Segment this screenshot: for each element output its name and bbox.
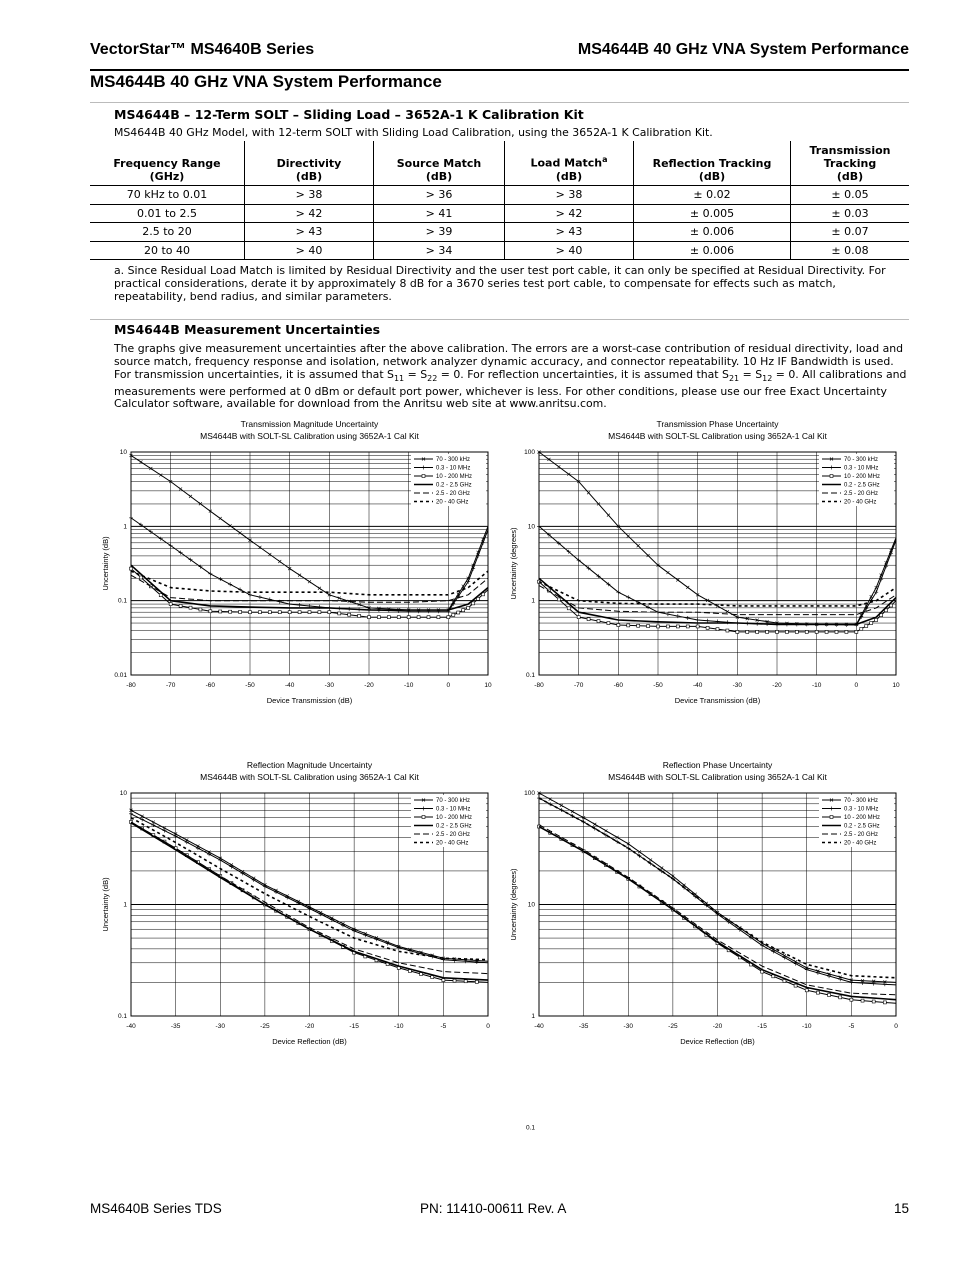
y-tick-label: 0.1 [117, 597, 127, 605]
x-tick-label: -80 [126, 682, 136, 689]
table-row: 0.01 to 2.5 > 42 > 41 > 42 ± 0.005 ± 0.03 [90, 204, 909, 223]
data-point [318, 587, 321, 590]
data-point [308, 580, 311, 583]
data-point [258, 595, 262, 599]
legend-label: 0.2 - 2.5 GHz [844, 482, 880, 489]
data-point [696, 625, 699, 628]
series-line-0-2-2-5-ghz [131, 565, 488, 610]
data-point [129, 812, 133, 816]
data-point [159, 474, 162, 477]
data-point [637, 624, 640, 627]
data-point [593, 823, 596, 826]
x-tick-label: -50 [653, 682, 663, 689]
data-point [464, 980, 467, 983]
y-tick-label: 100 [524, 790, 535, 797]
x-tick-label: 0 [894, 1023, 898, 1030]
legend-label: 10 - 200 MHz [436, 815, 473, 821]
x-tick-label: -70 [573, 682, 584, 689]
y-axis-label: Uncertainty (degrees) [509, 868, 518, 941]
data-point [467, 606, 470, 609]
col-frequency-range: Frequency Range (GHz) [90, 141, 245, 186]
data-point [883, 1001, 886, 1004]
data-point [666, 612, 670, 616]
data-point [746, 630, 749, 633]
data-point [298, 603, 302, 607]
chart-title: Reflection Magnitude Uncertainty [246, 760, 373, 770]
legend-label: 0.2 - 2.5 GHz [844, 823, 880, 830]
data-point [199, 608, 202, 611]
data-point [298, 574, 301, 577]
x-tick-label: -10 [403, 682, 414, 689]
data-point [258, 611, 261, 614]
data-point [607, 514, 610, 517]
data-point [696, 618, 700, 622]
data-point [278, 560, 281, 563]
x-tick-label: -25 [260, 1023, 270, 1030]
data-point [835, 630, 838, 633]
data-point [249, 611, 252, 614]
data-point [649, 858, 652, 861]
data-point [169, 603, 172, 606]
data-point [686, 625, 689, 628]
data-point [407, 616, 410, 619]
x-tick-label: -30 [732, 682, 743, 689]
x-tick-label: -60 [613, 682, 624, 689]
data-point [179, 487, 182, 490]
x-axis-label: Device Reflection (dB) [272, 1037, 347, 1046]
x-axis-label: Device Reflection (dB) [680, 1037, 755, 1046]
uncert-paragraph: The graphs give measurement uncertainties after the above calibration. The errors are a worst-case contribution of residual directivity, load and source match, frequency response and isolation, network analyzer dynamic accuracy, and connector repeatability. 10 Hz IF Bandwidth is used. For transmission uncertainties, it is assumed that $S_{11} = S_{22} = 0$. For reflection uncertainties, it is assumed that $S_{21} = S_{12} = 0$. All calibrations and measurements were performed at 0 dBm or default port power, whichever is less. For other conditions, please use our free Exact Uncertainty Calculator software, available for download from the Anritsu web site at www.anritsu.com. [114, 342, 907, 411]
data-point [477, 597, 480, 600]
y-tick-label: 0.01 [114, 672, 127, 679]
col-source-match: Source Match (dB) [374, 141, 505, 186]
table-row: 2.5 to 20 > 43 > 39 > 43 ± 0.006 ± 0.07 [90, 223, 909, 242]
data-point [577, 616, 580, 619]
data-point [475, 980, 478, 983]
x-tick-label: -30 [215, 1023, 225, 1030]
chart-title: Reflection Phase Uncertainty [662, 760, 773, 770]
data-point [228, 582, 232, 586]
transmission-magnitude-chart [95, 412, 505, 712]
legend-label: 0.3 - 10 MHz [844, 465, 879, 472]
chart-subtitle: MS4644B with SOLT-SL Calibration using 3652A-1 Cal Kit [200, 431, 419, 441]
transmission-phase-chart [503, 412, 913, 712]
table-row: 70 kHz to 0.01 > 38 > 36 > 38 ± 0.02 ± 0.05 [90, 186, 909, 205]
data-point [716, 628, 719, 631]
data-point [189, 495, 192, 498]
col-reflection-tracking: Reflection Tracking (dB) [634, 141, 791, 186]
series-line-2-5-20-ghz [539, 586, 896, 615]
data-point [288, 611, 291, 614]
col-load-match: Load Match$^a$ (dB) [505, 141, 634, 186]
data-point [686, 616, 690, 620]
col-transmission-tracking: Transmission Tracking (dB) [791, 141, 910, 186]
table-header-row [90, 141, 909, 186]
solt-title: MS4644B – 12-Term SOLT – Sliding Load – 3652A-1 K Calibration Kit [114, 107, 584, 122]
data-point [268, 553, 271, 556]
legend-label: 20 - 40 GHz [436, 840, 469, 847]
divider [90, 319, 909, 320]
data-point [627, 535, 630, 538]
x-tick-label: -60 [205, 682, 216, 689]
data-point [666, 625, 669, 628]
data-point [447, 616, 450, 619]
data-point [726, 629, 729, 632]
data-point [437, 616, 440, 619]
data-point [417, 616, 420, 619]
data-point [453, 979, 456, 982]
legend-label: 2.5 - 20 GHz [436, 491, 471, 497]
data-point [139, 460, 142, 463]
legend-label: 2.5 - 20 GHz [844, 491, 879, 497]
y-tick-label: 0.1 [525, 1124, 535, 1132]
y-tick-label: 0.1 [117, 1013, 127, 1020]
data-point [597, 620, 600, 623]
data-point [159, 594, 162, 597]
data-point [248, 593, 252, 597]
series-line-20-40-ghz [131, 571, 488, 595]
page-header [90, 41, 909, 71]
legend-label: 2.5 - 20 GHz [436, 832, 471, 838]
data-point [219, 517, 222, 520]
data-point [278, 611, 281, 614]
data-point [328, 611, 331, 614]
legend-marker [422, 475, 425, 478]
data-point [839, 996, 842, 999]
data-point [387, 616, 390, 619]
data-point [676, 614, 680, 618]
x-tick-label: -10 [802, 1023, 812, 1030]
data-point [229, 610, 232, 613]
data-point [647, 554, 650, 557]
footnote: a. Since Residual Load Match is limited by Residual Directivity and the user test port cable, it can only be specified at Residual Directivity. For practical considerations, derate it by approximately 8 dB for a 3670 series test port cable, to compensate for effects such as match, repeatability, bend radius, and similar parameters. [114, 264, 886, 303]
data-point [557, 598, 560, 601]
col-directivity: Directivity (dB) [245, 141, 374, 186]
data-point [288, 602, 292, 606]
data-point [567, 607, 570, 610]
x-tick-label: -20 [712, 1023, 723, 1030]
data-point [472, 602, 475, 605]
x-tick-label: -10 [811, 682, 822, 689]
x-tick-label: -80 [534, 682, 544, 689]
data-point [258, 546, 261, 549]
data-point [179, 604, 182, 607]
x-axis-label: Device Transmission (dB) [266, 696, 353, 705]
x-tick-label: -30 [623, 1023, 633, 1030]
data-point [626, 595, 630, 599]
data-point [850, 998, 853, 1001]
data-point [238, 588, 242, 592]
x-tick-label: 0 [446, 682, 451, 689]
solt-intro: MS4644B 40 GHz Model, with 12-term SOLT with Sliding Load Calibration, using the 3652A-1 K Calibration Kit. [114, 126, 713, 139]
footer-center: PN: 11410-00611 Rev. A [420, 1201, 567, 1216]
legend-label: 0.3 - 10 MHz [436, 806, 471, 813]
legend-marker [830, 475, 833, 478]
chart-subtitle: MS4644B with SOLT-SL Calibration using 3652A-1 Cal Kit [200, 772, 419, 782]
x-tick-label: -25 [668, 1023, 678, 1030]
y-tick-label: 10 [119, 449, 127, 456]
data-point [457, 611, 460, 614]
legend-label: 20 - 40 GHz [844, 840, 877, 847]
legend-marker [422, 816, 425, 819]
x-tick-label: -5 [848, 1023, 855, 1030]
data-point [239, 531, 242, 534]
legend-marker [830, 816, 833, 819]
legend-label: 10 - 200 MHz [844, 474, 881, 480]
data-point [189, 606, 192, 609]
x-tick-label: -70 [165, 682, 176, 689]
data-point [647, 625, 650, 628]
series-line-0-2-2-5-ghz [539, 578, 896, 624]
data-point [785, 630, 788, 633]
data-point [860, 627, 863, 630]
y-tick-label: 10 [527, 901, 535, 909]
data-point [587, 618, 590, 621]
data-point [627, 624, 630, 627]
data-point [239, 610, 242, 613]
x-tick-label: -40 [284, 682, 295, 689]
data-point [872, 1000, 875, 1003]
data-point [657, 625, 660, 628]
table-row: 20 to 40 > 40 > 34 > 40 ± 0.006 ± 0.08 [90, 241, 909, 260]
y-tick-label: 0.1 [525, 672, 535, 679]
x-tick-label: 10 [892, 682, 900, 689]
x-tick-label: -15 [349, 1023, 359, 1030]
data-point [865, 624, 868, 627]
data-point [431, 976, 434, 979]
data-point [815, 630, 818, 633]
series-line-0-3-10-mhz [539, 526, 896, 625]
x-axis-label: Device Transmission (dB) [674, 696, 761, 705]
data-point [308, 907, 312, 911]
legend-label: 70 - 300 kHz [844, 798, 879, 804]
y-axis-label: Uncertainty (dB) [101, 877, 110, 932]
x-tick-label: -30 [324, 682, 335, 689]
data-point [358, 614, 361, 617]
y-tick-label: 10 [119, 790, 127, 797]
data-point [783, 979, 786, 982]
x-tick-label: 0 [854, 682, 859, 689]
x-tick-label: -10 [394, 1023, 404, 1030]
data-point [557, 465, 560, 468]
data-point [607, 622, 610, 625]
x-tick-label: -20 [364, 682, 374, 689]
data-point [442, 979, 445, 982]
data-point [617, 624, 620, 627]
x-tick-label: -35 [578, 1023, 589, 1030]
chart-title: Transmission Magnitude Uncertainty [240, 419, 379, 429]
data-point [855, 630, 858, 633]
data-point [825, 630, 828, 633]
data-point [676, 625, 679, 628]
data-point [298, 611, 301, 614]
data-point [795, 630, 798, 633]
calibration-spec-table [90, 141, 909, 260]
data-point [845, 630, 848, 633]
data-point [646, 605, 650, 609]
data-point [368, 616, 371, 619]
legend-label: 2.5 - 20 GHz [844, 832, 879, 838]
data-point [140, 817, 144, 821]
data-point [427, 616, 430, 619]
chart-subtitle: MS4644B with SOLT-SL Calibration using 3652A-1 Cal Kit [608, 431, 827, 441]
reflection-phase-chart [503, 753, 913, 1132]
data-point [870, 621, 873, 624]
data-point [130, 567, 133, 570]
data-point [849, 980, 853, 984]
x-tick-label: 10 [484, 682, 492, 689]
data-point [638, 850, 641, 853]
x-tick-label: -40 [692, 682, 703, 689]
x-tick-label: -20 [304, 1023, 315, 1030]
data-point [884, 564, 888, 568]
x-tick-label: -40 [126, 1023, 136, 1030]
data-point [816, 991, 819, 994]
y-axis-label: Uncertainty (dB) [101, 536, 110, 591]
series-line-20-40-ghz [539, 582, 896, 606]
data-point [318, 611, 321, 614]
data-point [348, 613, 351, 616]
uncert-title: MS4644B Measurement Uncertainties [114, 322, 381, 337]
data-point [776, 630, 779, 633]
data-point [805, 989, 808, 992]
legend-label: 0.2 - 2.5 GHz [436, 482, 472, 489]
data-point [397, 616, 400, 619]
y-tick-label: 10 [527, 523, 535, 531]
footer-page-number: 15 [894, 1201, 910, 1216]
data-point [875, 618, 878, 621]
data-point [805, 630, 808, 633]
section-title: MS4644B 40 GHz VNA System Performance [90, 72, 909, 103]
chart-title: Transmission Phase Uncertainty [656, 419, 779, 429]
data-point [828, 994, 831, 997]
y-axis-label: Uncertainty (degrees) [509, 527, 518, 600]
data-point [218, 577, 222, 581]
data-point [338, 612, 341, 615]
footnote-ref: a [602, 155, 608, 165]
data-point [377, 616, 380, 619]
footer-left: MS4640B Series TDS [90, 1201, 222, 1216]
x-tick-label: -15 [757, 1023, 767, 1030]
data-point [736, 630, 739, 633]
reflection-magnitude-chart [95, 753, 505, 1053]
data-point [219, 610, 222, 613]
data-point [452, 613, 455, 616]
chart-subtitle: MS4644B with SOLT-SL Calibration using 3652A-1 Cal Kit [608, 772, 827, 782]
y-tick-label: 1 [123, 901, 127, 909]
legend-label: 0.2 - 2.5 GHz [436, 823, 472, 830]
series-line-0-3-10-mhz [131, 518, 488, 611]
x-tick-label: -50 [245, 682, 255, 689]
legend-label: 70 - 300 kHz [436, 798, 471, 804]
data-point [666, 571, 669, 574]
data-point [660, 866, 663, 869]
legend-label: 70 - 300 kHz [844, 457, 879, 463]
x-tick-label: -35 [170, 1023, 181, 1030]
legend-label: 10 - 200 MHz [844, 815, 881, 821]
y-tick-label: 1 [531, 1013, 535, 1020]
legend-label: 20 - 40 GHz [436, 499, 469, 506]
data-point [462, 609, 465, 612]
data-point [686, 586, 689, 589]
x-tick-label: 0 [486, 1023, 490, 1030]
data-point [637, 544, 640, 547]
legend-label: 20 - 40 GHz [844, 499, 877, 506]
y-tick-label: 100 [524, 449, 535, 456]
header-left: VectorStar™ MS4640B Series [90, 41, 315, 58]
y-tick-label: 1 [531, 597, 535, 605]
header-right: MS4644B 40 GHz VNA System Performance [577, 41, 909, 58]
data-point [268, 611, 271, 614]
data-point [794, 984, 797, 987]
legend-label: 10 - 200 MHz [436, 474, 473, 480]
legend-label: 0.3 - 10 MHz [844, 806, 879, 813]
y-tick-label: 1 [123, 523, 127, 531]
data-point [676, 578, 679, 581]
legend-label: 70 - 300 kHz [436, 457, 471, 463]
data-point [706, 626, 709, 629]
data-point [756, 630, 759, 633]
x-tick-label: -20 [772, 682, 782, 689]
data-point [587, 491, 590, 494]
data-point [861, 999, 864, 1002]
x-tick-label: -5 [440, 1023, 447, 1030]
data-point [706, 619, 710, 623]
legend-label: 0.3 - 10 MHz [436, 465, 471, 472]
data-point [766, 630, 769, 633]
x-tick-label: -40 [534, 1023, 544, 1030]
data-point [308, 611, 311, 614]
data-point [209, 610, 212, 613]
